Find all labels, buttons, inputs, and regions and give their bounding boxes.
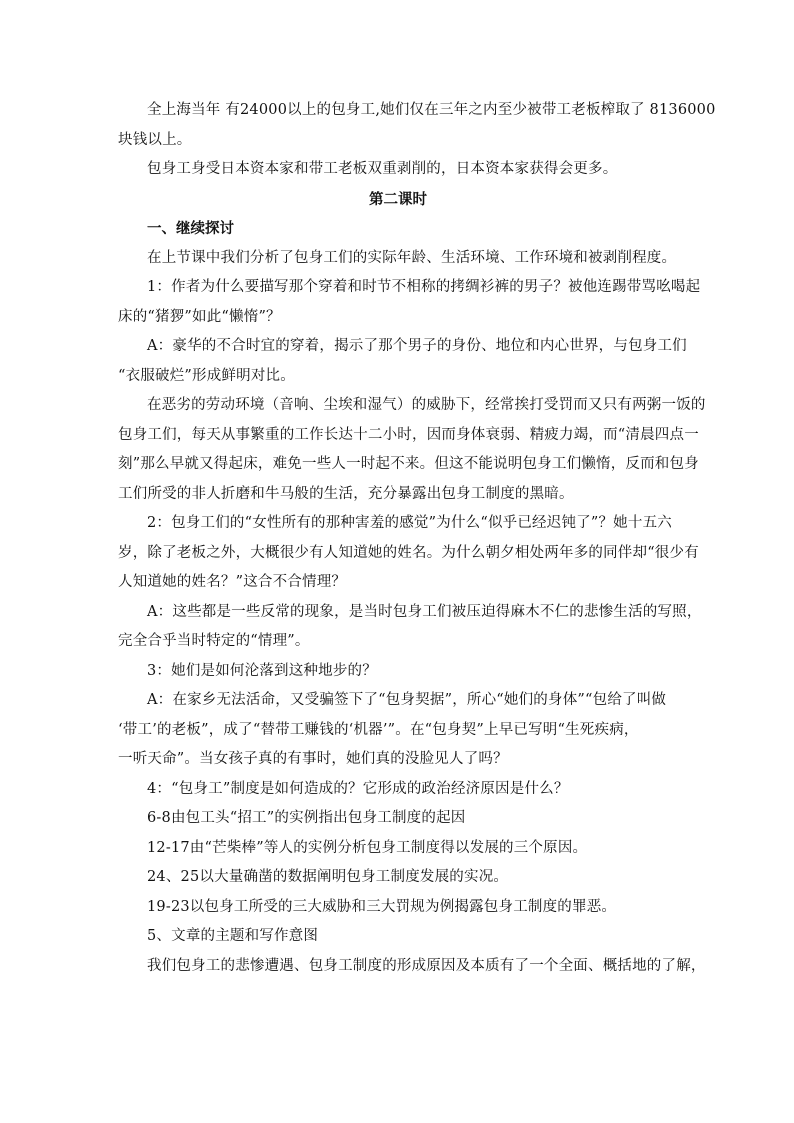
paragraph-review	[118, 244, 678, 274]
text-line: 岁，除了老板之外，大概很少有人知道她的姓名。为什么朝夕相处两年多的同伴却“很少有	[118, 544, 699, 561]
text-line: 床的“猪猡”如此“懒惰”？	[118, 308, 281, 325]
text-line: A：豪华的不合时宜的穿着，揭示了那个男子的身份、地位和内心世界，与包身工们	[147, 338, 687, 354]
text-line: 12-17由“芒柴棒”等人的实例分析包身工制度得以发展的三个原因。	[147, 839, 588, 856]
text-line: 包身工身受日本资本家和带工老板双重剥削的，日本资本家获得会更多。	[147, 161, 618, 177]
text-line: 2：包身工们的“女性所有的那种害羞的感觉”为什么“似乎已经迟钝了”？她十五六	[147, 515, 672, 531]
section-heading	[118, 922, 678, 952]
text-line: 6-8由包工头“招工”的实例指出包身工制度的起因	[147, 810, 466, 826]
question-1	[118, 273, 701, 332]
text-line: 全上海当年 有24000以上的包身工,她们仅在三年之内至少被带工老板榨取了 8136000	[147, 102, 716, 118]
reason-item	[118, 834, 678, 864]
text-line: 我们包身工的悲惨遭遇、包身工制度的形成原因及本质有了一个全面、概括地的了解，	[147, 957, 706, 974]
document-page	[118, 96, 716, 981]
question-4	[118, 775, 678, 805]
text-line: 4：“包身工”制度是如何造成的？它形成的政治经济原因是什么？	[147, 780, 569, 797]
reason-item	[118, 893, 678, 923]
text-line: 完全合乎当时特定的“情理”。	[118, 633, 310, 649]
reason-item	[118, 863, 678, 893]
section-heading: 一、继续探讨	[147, 220, 234, 237]
paragraph-environment	[118, 391, 706, 509]
text-line: 1：作者为什么要描写那个穿着和时节不相称的拷绸衫裤的男子？被他连踢带骂吆喝起	[147, 279, 701, 295]
text-line: 刻”那么早就又得起床，难免一些人一时起不来。但这不能说明包身工们懒惰，反而和包身	[118, 456, 699, 472]
text-line: 人知道她的姓名？”这合不合情理？	[118, 574, 347, 590]
text-line: A：在家乡无法活命，又受骗签下了“包身契据”，所心“她们的身体”“包给了叫做	[147, 692, 667, 708]
paragraph-exploitation	[118, 155, 678, 185]
text-line: 一听天命”。当女孩子真的有事时，她们真的没脸见人了吗？	[118, 751, 508, 767]
text-line: 在恶劣的劳动环境（音响、尘埃和湿气）的威胁下，经常挨打受罚而又只有两粥一饭的	[147, 397, 706, 413]
text-line: 块钱以上。	[118, 131, 192, 148]
lesson-title: 第二课时	[369, 190, 427, 208]
text-line: 19-23以包身工所受的三大威胁和三大罚规为例揭露包身工制度的罪恶。	[147, 898, 617, 915]
text-line: 包身工们，每天从事繁重的工作长达十二小时，因而身体衰弱、精疲力竭，而“清晨四点一	[118, 426, 699, 443]
answer-2	[118, 598, 702, 657]
paragraph-statistics	[118, 96, 716, 155]
question-3	[118, 657, 678, 687]
text-line: 5、文章的主题和写作意图	[147, 928, 319, 944]
answer-1	[118, 332, 687, 391]
text-line: A：这些都是一些反常的现象，是当时包身工们被压迫得麻木不仁的悲惨生活的写照，	[147, 603, 702, 620]
text-line: ‘带工’的老板”，成了“替带工赚钱的‘机器’”。在“包身契”上早已写明“生死疾病，	[118, 721, 639, 738]
text-line: 3：她们是如何沦落到这种地步的？	[147, 662, 377, 679]
paragraph-summary	[118, 952, 706, 982]
reason-item	[118, 804, 678, 834]
text-line: “衣服破烂”形成鲜明对比。	[118, 367, 295, 384]
answer-3	[118, 686, 678, 775]
text-line: 工们所受的非人折磨和牛马般的生活，充分暴露出包身工制度的黑暗。	[118, 485, 574, 502]
text-line: 在上节课中我们分析了包身工们的实际年龄、生活环境、工作环境和被剥削程度。	[147, 249, 677, 266]
question-2	[118, 509, 699, 598]
text-line: 24、25以大量确凿的数据阐明包身工制度发展的实况。	[147, 869, 509, 885]
